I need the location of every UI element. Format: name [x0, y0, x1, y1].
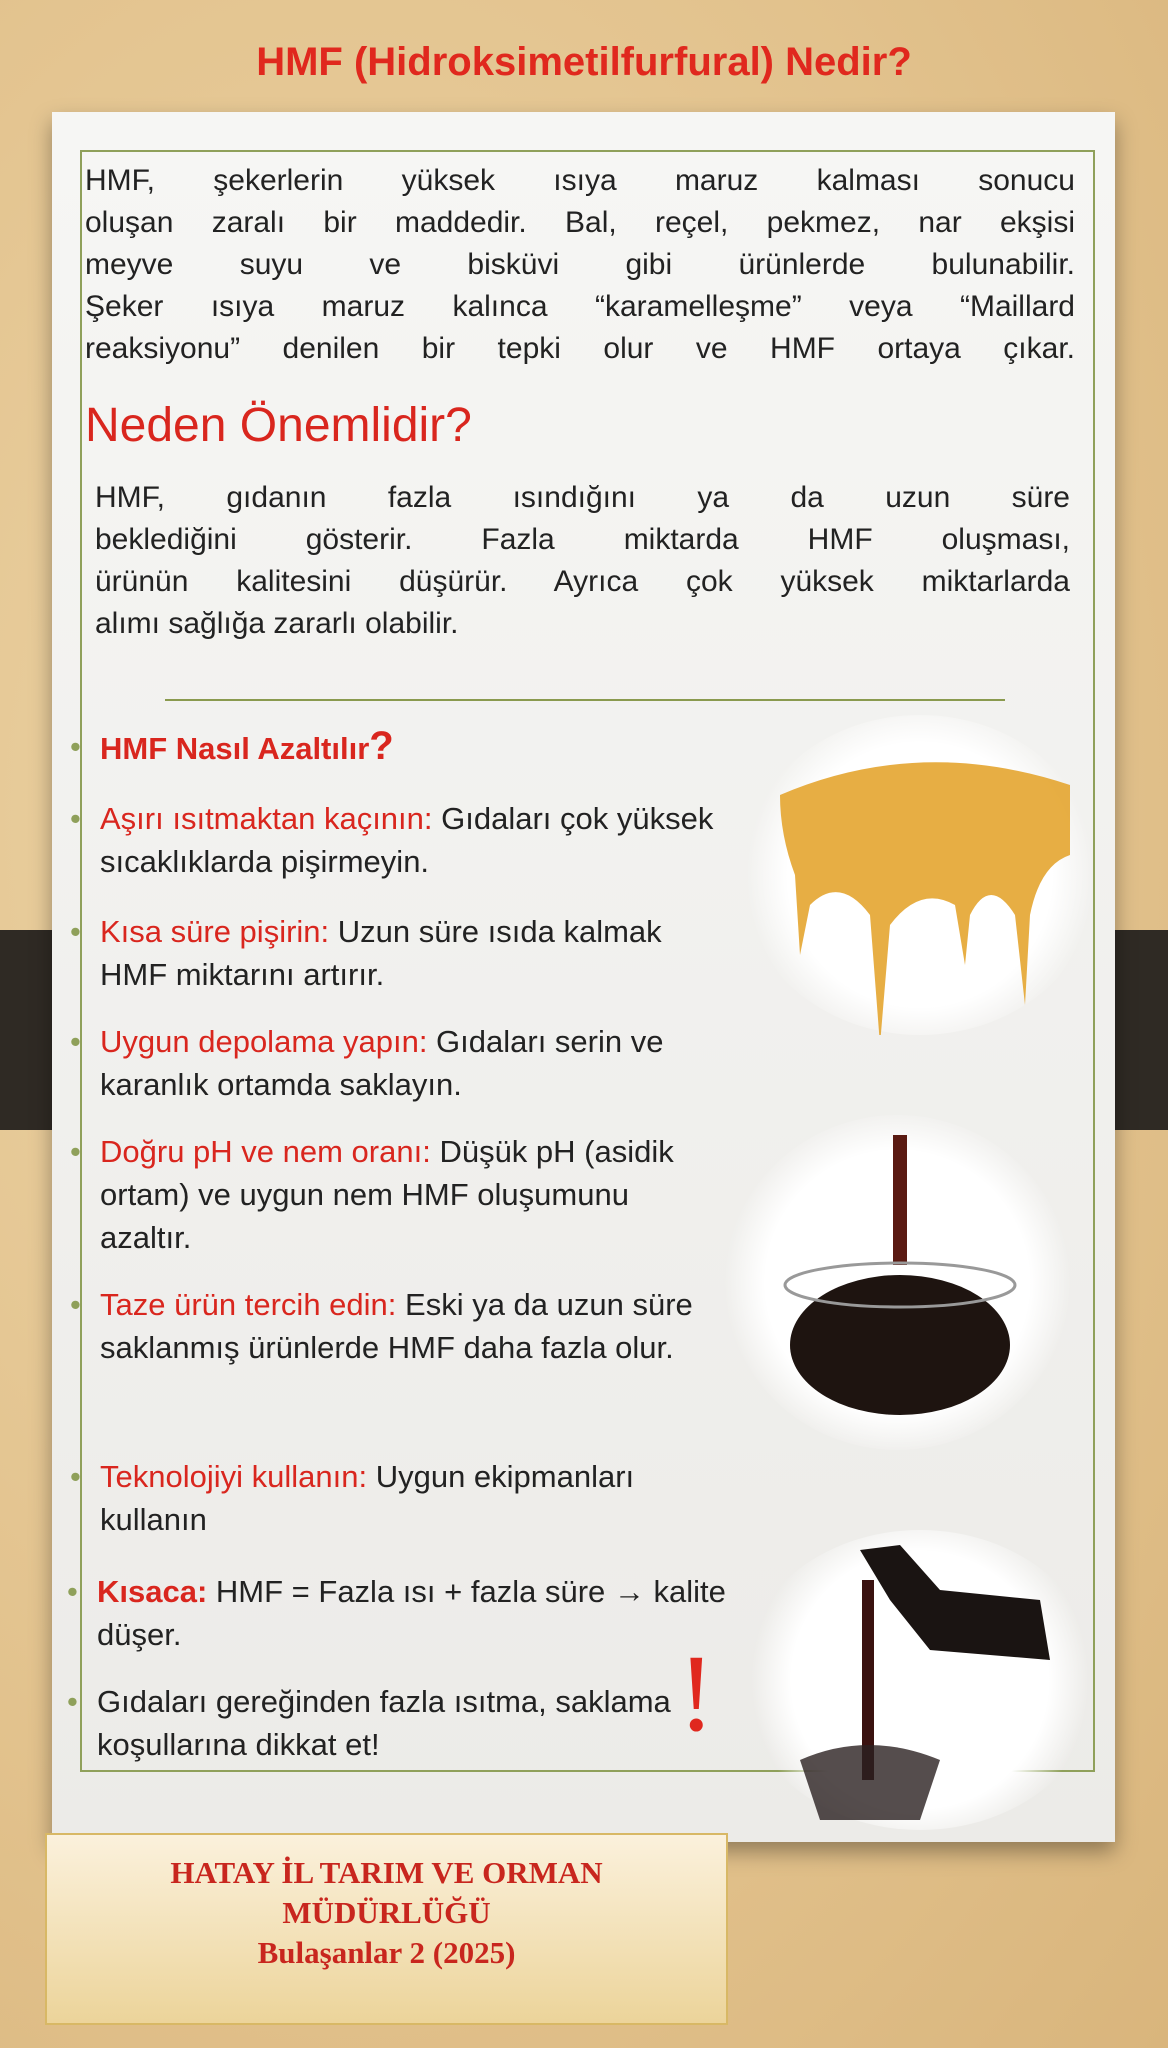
footer-org-2: MÜDÜRLÜĞÜ — [282, 1895, 491, 1930]
item-label: Uygun depolama yapın: — [100, 1024, 428, 1059]
importance-text — [95, 477, 1070, 645]
summary-text: HMF = Fazla ısı + fazla süre → kalite düşer. — [97, 1574, 726, 1652]
intro-line: Şeker ısıya maruz kalınca “karamelleşme” veya “Maillard — [85, 290, 1075, 323]
item-text: Uygun ekipmanları kullanın — [100, 1459, 635, 1537]
page-title: HMF (Hidroksimetilfurfural) Nedir? — [256, 40, 912, 84]
importance-line: HMF, gıdanın fazla ısındığını ya da uzun süre — [95, 481, 1070, 514]
item-label: Aşırı ısıtmaktan kaçının: — [100, 801, 433, 836]
footer-org: HATAY İL TARIM VE ORMAN — [170, 1855, 603, 1890]
list-item — [100, 910, 720, 996]
item-label: Teknolojiyi kullanın: — [100, 1459, 368, 1494]
list-item — [100, 1455, 640, 1541]
intro-line: oluşan zaralı bir maddedir. Bal, reçel, pekmez, nar ekşisi — [85, 206, 1075, 239]
honeycomb-image — [740, 715, 1100, 1035]
warning-text: • Gıdaları gereğinden fazla ısıtma, saklama koşullarına dikkat et! — [97, 1680, 687, 1766]
summary-label: Kısaca: — [97, 1574, 208, 1609]
question-mark: ? — [369, 724, 394, 768]
divider — [165, 699, 1005, 701]
reduce-heading — [100, 725, 750, 770]
importance-line: beklediğini gösterir. Fazla miktarda HMF oluşması, — [95, 523, 1070, 556]
importance-line: alımı sağlığa zararlı olabilir. — [95, 607, 459, 640]
item-label: Taze ürün tercih edin: — [100, 1287, 397, 1322]
item-text: Düşük pH (asidik ortam) ve uygun nem HMF oluşumunu azaltır. — [100, 1134, 674, 1255]
intro-text — [85, 160, 1075, 370]
importance-heading: Neden Önemlidir? — [85, 399, 472, 452]
footer-edition: Bulaşanlar 2 (2025) — [257, 1935, 516, 1970]
left-band — [0, 930, 58, 1130]
item-text: Gıdaları çok yüksek sıcaklıklarda pişirmeyin. — [100, 801, 714, 879]
reduce-heading-text: HMF Nasıl Azaltılır — [100, 731, 370, 766]
footer-box — [45, 1833, 728, 2025]
item-label: Doğru pH ve nem oranı: — [100, 1134, 431, 1169]
list-item — [100, 1283, 710, 1369]
list-item — [100, 1130, 720, 1259]
bottle-pouring-image — [740, 1530, 1100, 1830]
list-item — [100, 797, 750, 883]
exclamation-icon: ! — [678, 1632, 715, 1754]
summary — [97, 1570, 747, 1656]
intro-line: reaksiyonu” denilen bir tepki olur ve HMF ortaya çıkar. — [85, 332, 1075, 365]
item-text: Eski ya da uzun süre saklanmış ürünlerde HMF daha fazla olur. — [100, 1287, 693, 1365]
intro-line: meyve suyu ve bisküvi gibi ürünlerde bulunabilir. — [85, 248, 1075, 281]
item-label: Kısa süre pişirin: — [100, 914, 330, 949]
importance-line: ürünün kalitesini düşürür. Ayrıca çok yüksek miktarlarda — [95, 565, 1070, 598]
list-item — [100, 1020, 750, 1106]
item-text: Uzun süre ısıda kalmak HMF miktarını artırır. — [100, 914, 662, 992]
intro-line: HMF, şekerlerin yüksek ısıya maruz kalması sonucu — [85, 164, 1075, 197]
item-text: Gıdaları serin ve karanlık ortamda saklayın. — [100, 1024, 664, 1102]
molasses-glass-image — [725, 1115, 1070, 1450]
